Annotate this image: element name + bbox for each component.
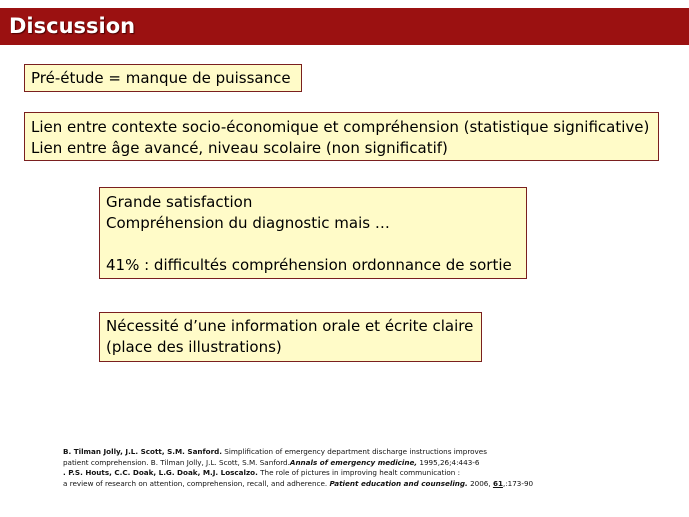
box3-line3: 41% : difficultés compréhension ordonnance de sortie [106,256,512,274]
ref2-pages: ,:173-90 [502,478,534,488]
ref2-volume: 61 [492,478,503,488]
ref2-title: The role of pictures in improving healt communication : [257,468,461,477]
title-bar [0,8,689,45]
reference-2-line-2 [63,479,663,490]
references [63,447,663,489]
box-lien [24,112,659,161]
ref2-journal: Patient education and counseling. [329,478,468,488]
ref2-cont: a review of research on attention, comprehension, recall, and adherence. [63,478,330,488]
box1-line1: Pré-étude = manque de puissance [31,69,291,87]
box3-spacer [106,234,520,255]
ref2-year: 2006, [467,478,493,488]
box-necessite [99,312,482,362]
ref1-title: Simplification of emergency department discharge instructions improves [222,447,487,456]
box4-line1: Nécessité d’une information orale et écrite claire [106,317,474,335]
box4-line2: (place des illustrations) [106,338,282,356]
box2-line2: Lien entre âge avancé, niveau scolaire (non significatif) [31,139,448,157]
box3-line2: Compréhension du diagnostic mais … [106,214,390,232]
box-pre-etude [24,64,302,92]
ref1-journal: Annals of emergency medicine, [289,457,418,467]
box-satisfaction [99,187,527,279]
reference-1-line-2 [63,458,663,469]
box2-line1: Lien entre contexte socio-économique et compréhension (statistique significative) [31,118,650,136]
ref1-authors: B. Tilman Jolly, J.L. Scott, S.M. Sanford. [63,447,223,456]
ref2-authors: . P.S. Houts, C.C. Doak, L.G. Doak, M.J. Loscalzo. [63,468,258,477]
ref1-cont: patient comprehension. B. Tilman Jolly, J.L. Scott, S.M. Sanford. [63,457,290,467]
reference-2-line-1 [63,468,663,479]
box3-line1: Grande satisfaction [106,193,253,211]
ref1-cite: 1995,26;4:443-6 [417,457,480,467]
reference-1-line-1 [63,447,663,458]
slide-title: Discussion [9,14,136,38]
